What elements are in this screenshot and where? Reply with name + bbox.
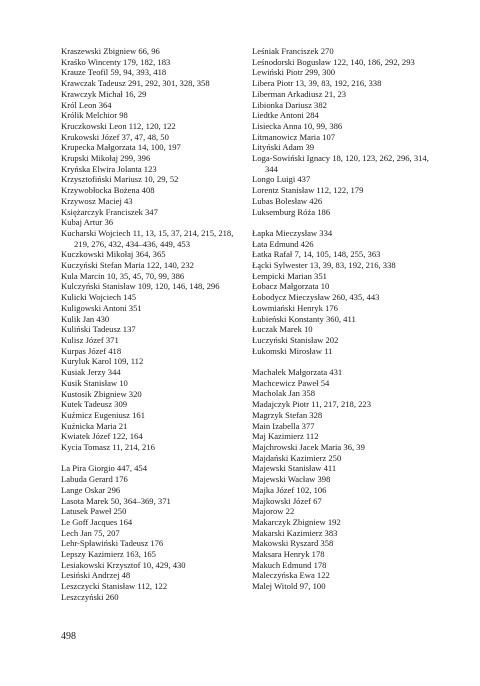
index-entry: Kuczyński Stefan Maria 122, 140, 232 [61, 260, 194, 271]
index-entry: Leszczyński 260 [61, 591, 119, 602]
index-entry: Kuligowski Antoni 351 [61, 302, 142, 313]
index-entry: Maksara Henryk 178 [252, 549, 325, 560]
index-entry: Kuryluk Karol 109, 112 [61, 356, 144, 367]
index-entry: Kucharski Wojciech 11, 13, 15, 37, 214, 215, 218, 219, 276, 432, 434–436, 449, 453 [61, 227, 234, 249]
index-entry: Macholak Jan 358 [252, 388, 316, 399]
index-entry: Main Izabella 377 [252, 420, 315, 431]
index-entry: Malej Witold 97, 100 [252, 581, 326, 592]
index-entry: Krawczak Tadeusz 291, 292, 301, 328, 358 [61, 78, 210, 89]
index-entry: Labuda Gerard 176 [61, 474, 128, 485]
index-entry: Makarczyk Zbigniew 192 [252, 516, 341, 527]
index-entry: Lange Oskar 296 [61, 484, 121, 495]
index-entry: Łuczak Marek 10 [252, 324, 313, 335]
index-entry: Latusek Paweł 250 [61, 506, 127, 517]
index-entry: Machałek Małgorzata 431 [252, 367, 343, 378]
page-number: 498 [61, 631, 76, 642]
index-entry: Kutek Tadeusz 309 [61, 399, 128, 410]
index-entry: Krupski Mikołaj 299, 396 [61, 153, 151, 164]
index-entry: Litmanowicz Maria 107 [252, 131, 336, 142]
index-entry: Kusik Stanisław 10 [61, 377, 128, 388]
index-entry: Lehr-Spławiński Tadeusz 176 [61, 538, 164, 549]
index-entry: Majchrowski Jacek Maria 36, 39 [252, 441, 365, 452]
index-entry: Maj Kazimierz 112 [252, 431, 319, 442]
index-entry: Longo Luigi 437 [252, 174, 311, 185]
index-entry: Kula Marcin 10, 35, 45, 70, 99, 386 [61, 270, 185, 281]
index-entry: Kubaj Artur 36 [61, 217, 114, 228]
index-entry: Liedtke Antoni 284 [252, 110, 319, 121]
index-entry: Majdański Kazimierz 250 [252, 452, 342, 463]
index-entry: Majorow 22 [252, 506, 295, 517]
index-entry: Łapka Mieczysław 334 [252, 227, 333, 238]
index-entry: Łata Edmund 426 [252, 238, 314, 249]
index-entry: Madajczyk Piotr 11, 217, 218, 223 [252, 399, 372, 410]
index-entry: Magrzyk Stefan 328 [252, 409, 323, 420]
index-entry: Lech Jan 75, 207 [61, 527, 120, 538]
index-section-gap [252, 217, 430, 228]
index-entry: Kurpas Józef 418 [61, 345, 122, 356]
index-entry: Krzysztofiński Mariusz 10, 29, 52 [61, 174, 179, 185]
index-entry: Kycia Tomasz 11, 214, 216 [61, 442, 155, 453]
index-entry: Lesiński Andrzej 48 [61, 570, 131, 581]
index-entry: Królik Melchior 98 [61, 110, 128, 121]
index-entry: Kruczkowski Leon 112, 120, 122 [61, 120, 176, 131]
index-entry: Krupecka Małgorzata 14, 100, 197 [61, 142, 181, 153]
index-entry: Majka Józef 102, 106 [252, 484, 327, 495]
index-entry: Lorentz Stanisław 112, 122, 179 [252, 185, 364, 196]
index-entry: Łobacz Małgorzata 10 [252, 281, 330, 292]
index-entry: Leśnodorski Bogusław 122, 140, 186, 292, 293 [252, 56, 415, 67]
index-entry: Kuczkowski Mikołaj 364, 365 [61, 249, 166, 260]
index-entry: Majewski Wacław 398 [252, 474, 331, 485]
index-entry: Lewiński Piotr 299, 300 [252, 67, 336, 78]
index-entry: Makowski Ryszard 358 [252, 538, 334, 549]
index-entry: Kraśko Wincenty 179, 182, 183 [61, 56, 171, 67]
index-entry: Księżarczyk Franciszek 347 [61, 206, 158, 217]
index-section-gap [252, 356, 430, 367]
index-entry: Łobodycz Mieczysław 260, 435, 443 [252, 292, 380, 303]
index-entry: Krauze Teofil 59, 94, 393, 418 [61, 67, 167, 78]
index-entry: Makuch Edmund 178 [252, 559, 327, 570]
index-entry: Maleczyńska Ewa 122 [252, 570, 330, 581]
index-entry: Kuźnicka Maria 21 [61, 420, 128, 431]
index-entry: Kraszewski Zbigniew 66, 96 [61, 46, 160, 56]
index-entry: Lasota Marek 50, 364–369, 371 [61, 495, 171, 506]
index-entry: Leszczycki Stanisław 112, 122 [61, 581, 168, 592]
index-entry: Kulczyński Stanisław 109, 120, 146, 148, 296 [61, 281, 220, 292]
index-entry: Kryńska Elwira Jolanta 123 [61, 163, 157, 174]
index-entry: Kustosik Zbigniew 320 [61, 388, 142, 399]
index-entry: Krawczyk Michał 16, 29 [61, 88, 147, 99]
index-entry: Libera Piotr 13, 39, 83, 192, 216, 338 [252, 78, 382, 89]
index-entry: Król Leon 364 [61, 99, 112, 110]
index-column-left [61, 46, 237, 603]
index-entry: Le Goff Jacques 164 [61, 516, 133, 527]
index-entry: Makarski Kazimierz 383 [252, 527, 338, 538]
index-entry: Kulik Jan 430 [61, 313, 110, 324]
index-entry: Loga-Sowiński Ignacy 18, 120, 123, 262, 296, 314, 344 [252, 153, 429, 174]
index-entry: Łubieński Konstanty 360, 411 [252, 313, 356, 324]
index-entry: Kwiatek Józef 122, 164 [61, 431, 143, 442]
index-entry: Łowmiański Henryk 176 [252, 302, 338, 313]
index-entry: Kulisz Józef 371 [61, 334, 119, 345]
index-entry: Łącki Sylwester 13, 39, 83, 192, 216, 338 [252, 260, 396, 271]
index-entry: Majkowski Józef 67 [252, 495, 322, 506]
index-entry: Łuczyński Stanisław 202 [252, 334, 339, 345]
index-entry: Machcewicz Paweł 54 [252, 377, 330, 388]
index-entry: Kuźmicz Eugeniusz 161 [61, 409, 146, 420]
index-entry: Lisiecka Anna 10, 99, 386 [252, 120, 343, 131]
index-entry: Łempicki Marian 351 [252, 270, 327, 281]
index-entry: Liberman Arkadiusz 21, 23 [252, 88, 347, 99]
index-entry: Kuliński Tadeusz 137 [61, 324, 136, 335]
index-entry: Libionka Dariusz 382 [252, 99, 327, 110]
index-entry: Lityński Adam 39 [252, 142, 315, 153]
index-entry: Leśniak Franciszek 270 [252, 46, 334, 56]
index-entry: Krzywosz Maciej 43 [61, 195, 133, 206]
index-entry: Łatka Rafał 7, 14, 105, 148, 255, 363 [252, 249, 381, 260]
index-entry: Lesiakowski Krzysztof 10, 429, 430 [61, 559, 186, 570]
index-entry: Luksemburg Róża 186 [252, 206, 331, 217]
index-entry: Łukomski Mirosław 11 [252, 345, 333, 356]
index-section-gap [61, 453, 237, 464]
index-entry: La Pira Giorgio 447, 454 [61, 463, 148, 474]
index-entry: Krzywobłocka Bożena 408 [61, 185, 155, 196]
index-entry: Krukowski Józef 37, 47, 48, 50 [61, 131, 169, 142]
index-entry: Kulicki Wojciech 145 [61, 292, 137, 303]
index-entry: Lubas Bolesław 426 [252, 195, 323, 206]
index-column-right [252, 46, 430, 592]
index-entry: Majewski Stanisław 411 [252, 463, 337, 474]
index-entry: Kusiak Jerzy 344 [61, 367, 121, 378]
index-entry: Lepszy Kazimierz 163, 165 [61, 549, 156, 560]
